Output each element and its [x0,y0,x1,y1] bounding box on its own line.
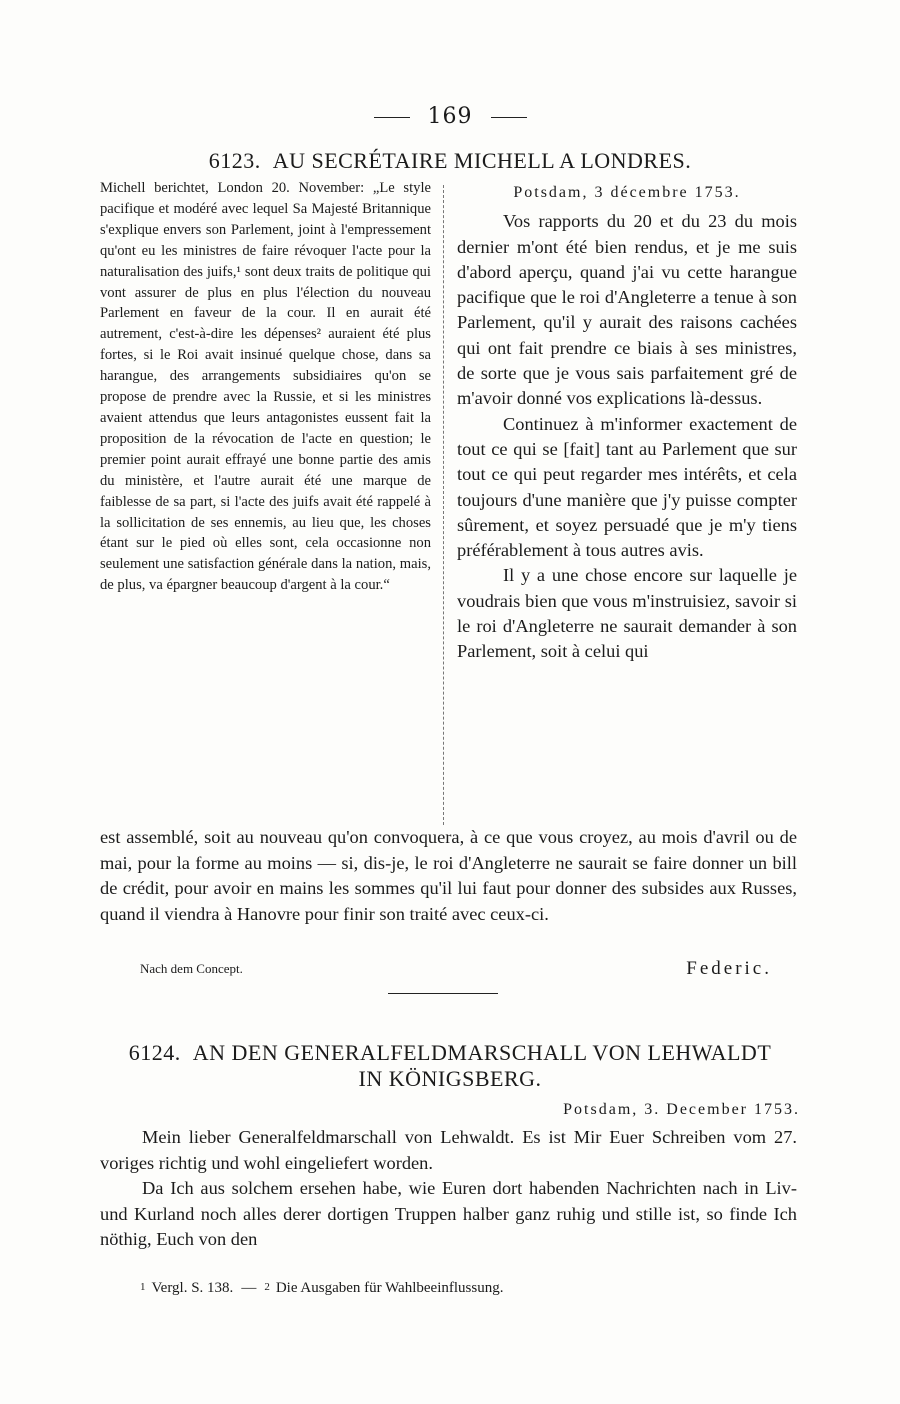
page-number-dash-left [374,117,410,118]
footnote-dash: — [241,1280,257,1296]
entry1-signature: Federic. [686,958,772,979]
footnote-2-mark: 2 [264,1281,270,1293]
entry1-paragraph-2: Continuez à m'informer exactement de tout ce qui se [fait] tant au Parlement que sur tout ce qui peut regarder mes intérêts, et cela toujours d'une manière que j'y puisse compter sûrement, et soyez persuadé que je m'y tiens préférablement à tous autres avis. [457,413,797,561]
entry1-title: AU SECRÉTAIRE MICHELL A LONDRES. [272,148,692,173]
entry2-number: 6124. [128,1040,181,1065]
column-divider [443,185,444,825]
entry2-title-line1: AN DEN GENERALFELDMARSCHALL VON LEHWALDT [192,1040,772,1065]
entry1-continuation: est assemblé, soit au nouveau qu'on convoquera, à ce que vous croyez, au mois d'avril ou de mai, pour la forme au moins — si, dis-je, le roi d'Angleterre ne saurait se faire donner un bill de crédit, pour avoir en mains les sommes qu'il lui faut pour donner des subsides aux Russes, quand il viendra à Hanovre pour finir son traité avec ceux-ci. [100,827,797,924]
footnote-1-mark: 1 [140,1281,146,1293]
entry2-heading [100,1040,800,1092]
entry1-letter [457,180,797,665]
entry2-title-line2: IN KÖNIGSBERG. [358,1066,542,1091]
page-number-line [0,104,900,129]
entry1-heading [100,148,800,174]
entry1-summary: Michell berichtet, London 20. November: „Le style pacifique et modéré avec lequel Sa Majesté Britannique s'explique envers son Parlement, joint à l'empressement qu'ont eu les ministres de faire révoquer l'acte pour la naturalisation des juifs,¹ sont deux traits de politique qui vont assurer de plus en plus l'élection du nouveau Parlement en faveur de la cour. Il en aurait été autrement, c'est-à-dire les dépenses² auraient été plus fortes, si le Roi avait insinué quelque chose, dans sa harangue, des arrangements subsidiaires qu'on se propose de prendre avec la Russie, et si les ministres avaient attendus que leurs antagonistes eussent fait la proposition de la révocation de l'acte en question; le premier point aurait effrayé une bonne partie des amis du ministère, et l'autre aurait été une marque de faiblesse de sa part, si l'acte des juifs avait été rappelé à la sollicitation de ses ennemis, au lieu que, les choses étant sur le pied où elles sont, cela occasionne non seulement une satisfaction générale dans la nation, mais, de plus, va épargner beaucoup d'argent à la cour.“ [100,180,431,594]
footnote-1: Vergl. S. 138. [151,1280,234,1296]
entry2-letter [100,1125,797,1253]
entry-separator [388,993,498,994]
entry2-paragraph-2: Da Ich aus solchem ersehen habe, wie Euren dort habenden Nachrichten nach in Liv- und Kurland noch alles derer dortigen Truppen halber ganz ruhig und stille ist, so finde Ich nöthig, Euch von den [100,1178,797,1249]
entry2-paragraph-1: Mein lieber Generalfeldmarschall von Lehwaldt. Es ist Mir Euer Schreiben vom 27. voriges richtig und wohl eingeliefert worden. [100,1127,797,1173]
footnote-2: Die Ausgaben für Wahlbeeinflussung. [275,1280,504,1296]
entry1-paragraph-3: Il y a une chose encore sur laquelle je voudrais bien que vous m'instruisiez, savoir si le roi d'Angleterre ne saurait demander à son Parlement, soit à celui qui [457,565,797,662]
entry2-dateline: Potsdam, 3. December 1753. [563,1101,800,1118]
page-number-dash-right [491,117,527,118]
footnotes [140,1280,503,1297]
page-number: 169 [427,104,473,129]
entry1-paragraph-1: Vos rapports du 20 et du 23 du mois dernier m'ont été bien rendus, et je me suis d'abord aperçu, quand j'ai vu cette harangue pacifique que le roi d'Angleterre a tenue à son Parlement, qu'il y aurait des raisons cachées qui ont fait prendre ce biais à ses ministres, de sorte que je vous sais parfaitement gré de m'avoir donné vos explications là-dessus. [457,211,797,409]
entry1-source: Nach dem Concept. [140,961,243,976]
entry1-dateline: Potsdam, 3 décembre 1753. [513,184,741,201]
entry1-number: 6123. [208,148,261,173]
